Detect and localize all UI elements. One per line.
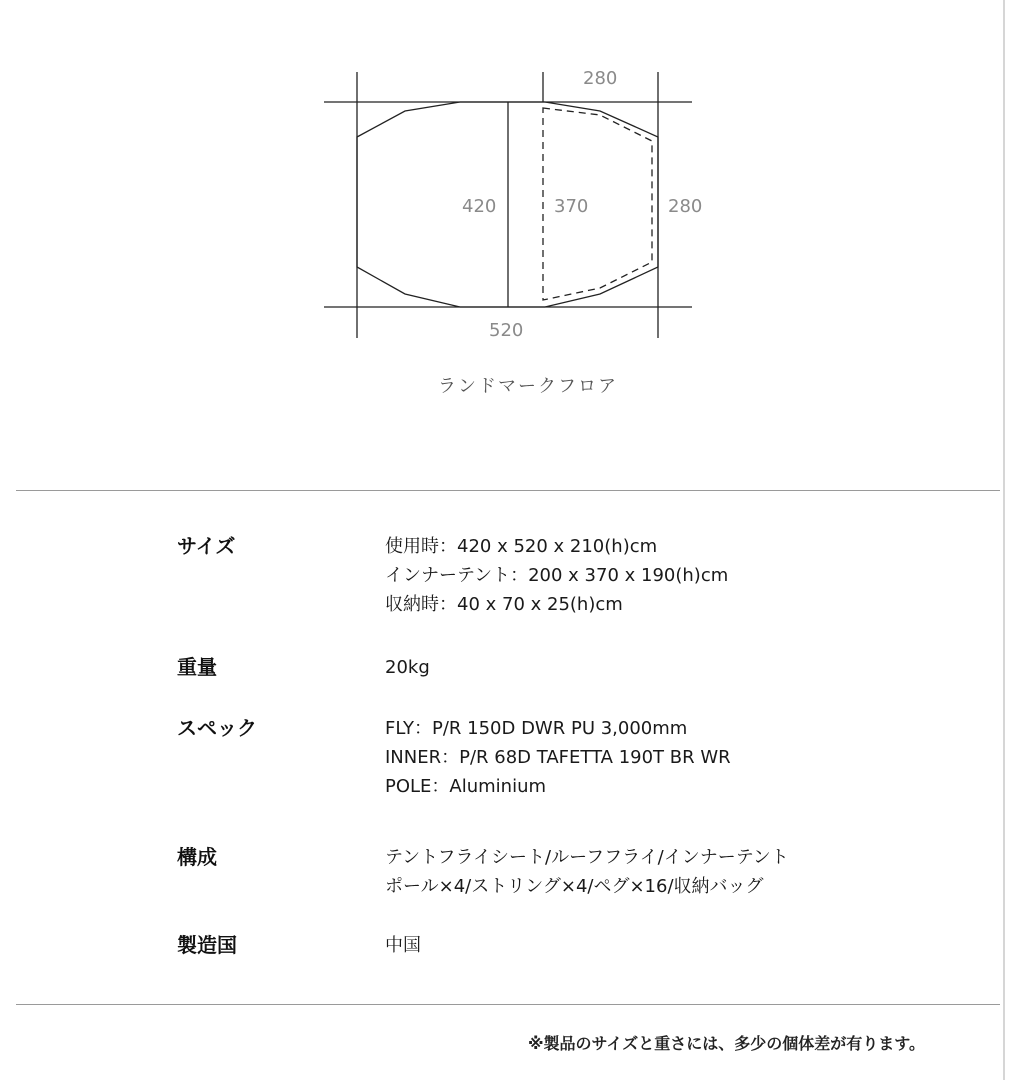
spec-value-line: INNER：P/R 68D TAFETTA 190T BR WR <box>385 747 731 768</box>
spec-values-weight <box>385 653 430 682</box>
dimension-total-height-label: 420 <box>462 196 497 217</box>
spec-values-components <box>385 843 789 901</box>
spec-label-components: 構成 <box>177 845 217 869</box>
spec-label-size: サイズ <box>177 534 236 558</box>
spec-value-line: テントフライシート/ルーフフライ/インナーテント <box>385 847 789 868</box>
spec-value-line: FLY：P/R 150D DWR PU 3,000mm <box>385 718 688 739</box>
spec-label-origin: 製造国 <box>177 933 237 957</box>
spec-value-line: 使用時：420 x 520 x 210(h)cm <box>385 536 658 557</box>
spec-value-line: 中国 <box>385 935 421 956</box>
spec-label-weight: 重量 <box>177 655 217 679</box>
spec-value-line: インナーテント：200 x 370 x 190(h)cm <box>385 565 729 586</box>
diagram-caption: ランドマークフロア <box>438 376 618 397</box>
dimension-top-label: 280 <box>583 68 618 89</box>
spec-values-size <box>385 532 728 619</box>
spec-value-line: ポール×4/ストリング×4/ペグ×16/収納バッグ <box>385 876 764 897</box>
spec-label-spec: スペック <box>177 716 257 740</box>
dimension-inner-height-label: 370 <box>554 196 589 217</box>
spec-values-origin <box>385 931 421 960</box>
spec-value-line: 20kg <box>385 657 430 678</box>
dimension-right-label: 280 <box>668 196 703 217</box>
floor-diagram <box>0 0 1017 360</box>
spec-value-line: POLE：Aluminium <box>385 776 547 797</box>
dimension-bottom-label: 520 <box>489 320 524 341</box>
divider-bottom <box>16 1004 1000 1005</box>
spec-values-spec <box>385 714 731 801</box>
tent-floor-plan <box>0 0 1017 360</box>
spec-value-line: 収納時：40 x 70 x 25(h)cm <box>385 594 623 615</box>
footnote: ※製品のサイズと重さには、多少の個体差が有ります。 <box>528 1034 925 1053</box>
divider-top <box>16 490 1000 491</box>
